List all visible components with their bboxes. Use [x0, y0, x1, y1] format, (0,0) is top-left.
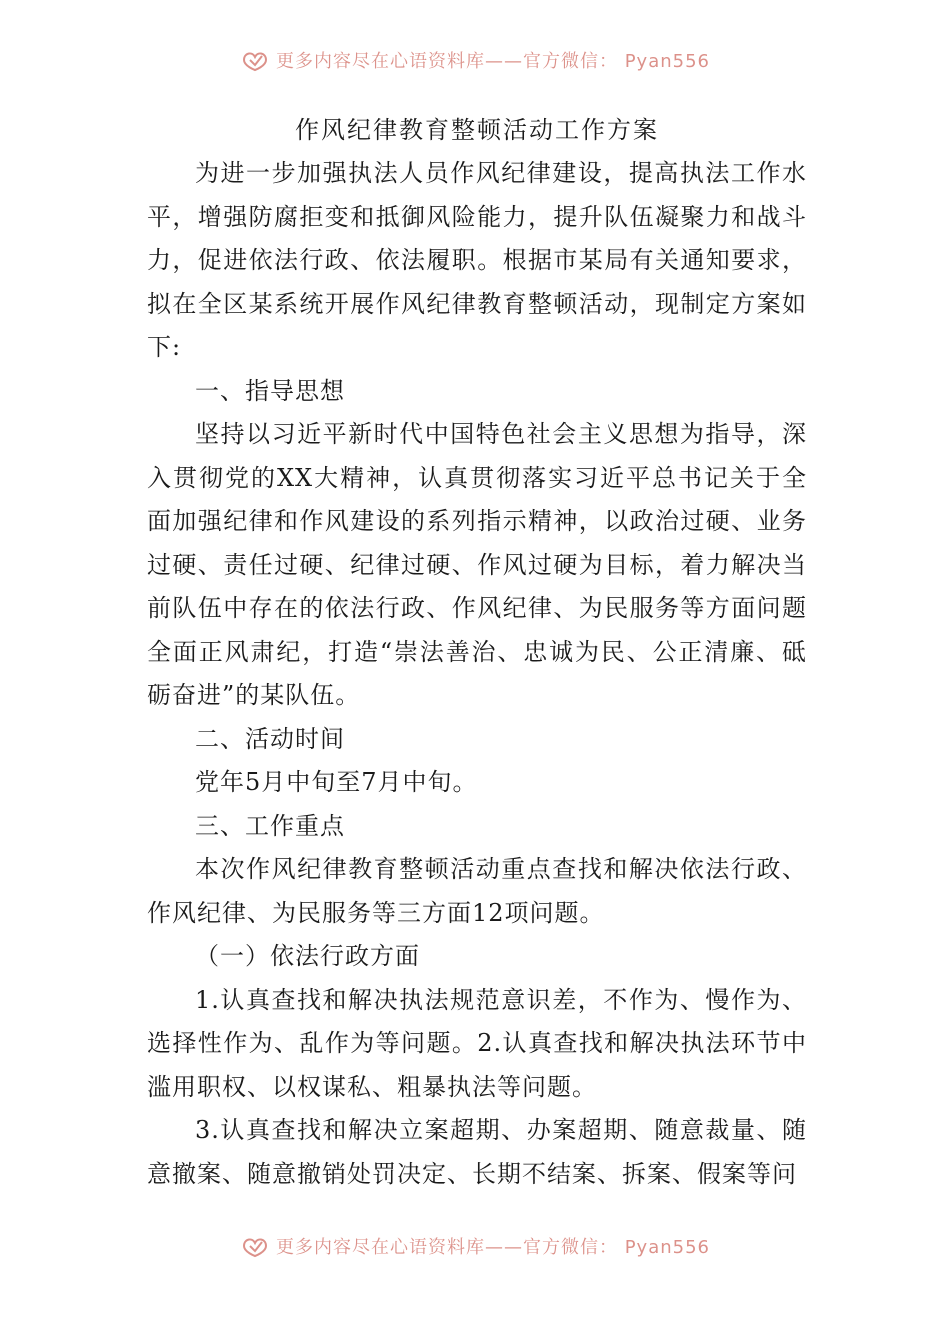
watermark-logo-icon [240, 48, 270, 72]
watermark-banner-bottom [0, 1228, 950, 1264]
heading-activity-time: 二、活动时间 [195, 724, 345, 753]
paragraph-activity-time: 党年5月中旬至7月中旬。 [195, 768, 478, 796]
watermark-logo-icon [240, 1234, 270, 1258]
paragraph-work-focus: 本次作风纪律教育整顿活动重点查找和解决依法行政、作风纪律、为民服务等三方面12项问题。 [147, 855, 807, 927]
watermark-banner-top [0, 42, 950, 78]
document-title: 作风纪律教育整顿活动工作方案 [295, 116, 659, 144]
paragraph-intro: 为进一步加强执法人员作风纪律建设，提高执法工作水平，增强防腐拒变和抵御风险能力，提升队伍凝聚力和战斗力，促进依法行政、依法履职。根据市某局有关通知要求，拟在全区某系统开展作风纪律教育整顿活动，现制定方案如下: [147, 159, 807, 361]
watermark-text-bottom: 更多内容尽在心语资料库——官方微信： Pyan556 [275, 1237, 711, 1258]
document-body [147, 108, 807, 1196]
subheading-law-administration: （一）依法行政方面 [195, 942, 420, 970]
paragraph-items-1-2: 1.认真查找和解决执法规范意识差，不作为、慢作为、选择性作为、乱作为等问题。2.认真查找和解决执法环节中滥用职权、以权谋私、粗暴执法等问题。 [147, 985, 807, 1101]
heading-guiding-ideology: 一、指导思想 [195, 376, 345, 405]
heading-work-focus: 三、工作重点 [195, 811, 345, 840]
paragraph-guiding-ideology: 坚持以习近平新时代中国特色社会主义思想为指导，深入贯彻党的XX大精神，认真贯彻落实习近平总书记关于全面加强纪律和作风建设的系列指示精神，以政治过硬、业务过硬、责任过硬、纪律过硬、作风过硬为目标，着力解决当前队伍中存在的依法行政、作风纪律、为民服务等方面问题全面正风肃纪，打造“崇法善治、忠诚为民、公正清廉、砥砺奋进”的某队伍。 [147, 420, 807, 709]
watermark-text-top: 更多内容尽在心语资料库——官方微信： Pyan556 [275, 51, 711, 72]
paragraph-item-3: 3.认真查找和解决立案超期、办案超期、随意裁量、随意撤案、随意撤销处罚决定、长期不结案、拆案、假案等问 [147, 1116, 807, 1188]
